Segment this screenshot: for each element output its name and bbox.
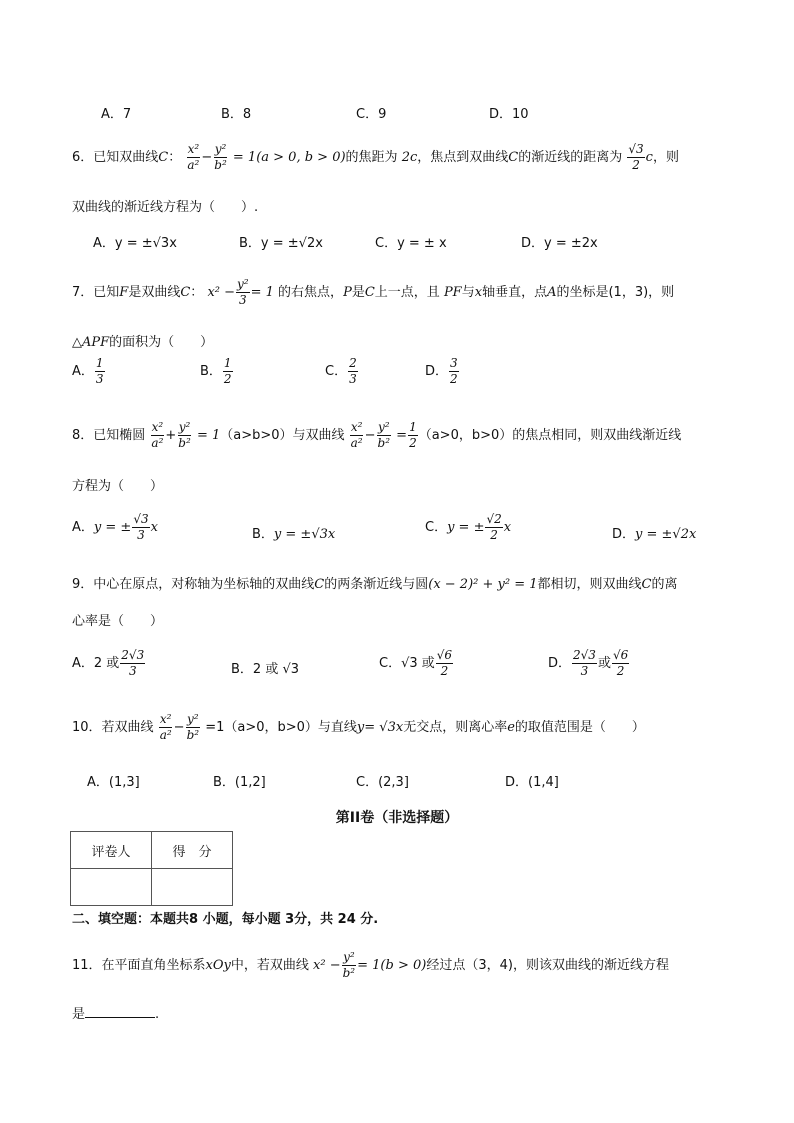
score-table-cell-grader xyxy=(71,869,152,906)
q5-option-b: B．8 xyxy=(221,107,252,122)
q7-option-d: D． $\frac{3}{2}$ xyxy=(425,356,458,386)
q8-option-b: B．y = ±√3x xyxy=(252,527,336,542)
part2-heading: 二、填空题：本题共8 小题，每小题 3分，共 24 分. xyxy=(72,912,379,927)
q9-stem: 9．中心在原点，对称轴为坐标轴的双曲线C的两条渐近线与圆(x − 2)² + y² = 1都相切，则双曲线C的离 xyxy=(72,577,678,592)
q6-stem: 6．已知双曲线C： $\frac{\text{x²}}{\text{a²}}$ − $\frac{\text{y²}}{\text{b²}}$ = 1(a > 0, b > 0)的焦距为 2c，焦点到双曲线C的渐近线的距离为 $\frac{√3}{2}$ c，则 xyxy=(72,142,679,172)
q10-stem: 10．若双曲线 $\frac{\text{x²}}{\text{a²}}$ − $\frac{\text{y²}}{\text{b²}}$ =1（a>0，b>0）与直线y= √3x无交点，则离心率e的取值范围是（ ） xyxy=(72,712,645,742)
score-table-cell-score xyxy=(152,869,233,906)
q7-option-a: A． $\frac{1}{3}$ xyxy=(72,356,104,386)
score-table-header-score: 得 分 xyxy=(152,832,233,869)
q9-option-c: C．√3 或 $\frac{√6}{2}$ xyxy=(379,648,453,678)
q10-option-b: B．(1,2] xyxy=(213,775,266,790)
q8-option-c: C．y = ± $\frac{√2}{2}$ x xyxy=(425,512,512,542)
q11-stem-line2: 是 . xyxy=(72,1007,160,1022)
q10-option-a: A．(1,3] xyxy=(87,775,140,790)
q6-option-c: C．y = ± x xyxy=(375,236,447,251)
q6-option-d: D．y = ±2x xyxy=(521,236,598,251)
q6-stem-line2: 双曲线的渐近线方程为（ ）. xyxy=(72,200,259,215)
q5-option-d: D．10 xyxy=(489,107,529,122)
q10-option-c: C．(2,3] xyxy=(356,775,409,790)
q7-option-c: C． $\frac{2}{3}$ xyxy=(325,356,357,386)
q5-option-a: A．7 xyxy=(101,107,132,122)
q5-option-c: C．9 xyxy=(356,107,387,122)
q7-stem-line2: △APF的面积为（ ） xyxy=(72,335,214,350)
q7-stem: 7．已知F是双曲线C： x² − $\frac{\text{y²}}{3}$ = 1 的右焦点，P是C上一点，且 PF与x轴垂直，点A的坐标是(1，3)，则 xyxy=(72,277,675,307)
q7-option-b: B． $\frac{1}{2}$ xyxy=(200,356,232,386)
q6-option-b: B．y = ±√2x xyxy=(239,236,323,251)
q9-stem-line2: 心率是（ ） xyxy=(72,614,164,629)
q9-option-d: D． $\frac{2√3}{3}$ 或 $\frac{√6}{2}$ xyxy=(548,648,629,678)
q9-option-b: B．2 或 √3 xyxy=(231,662,300,677)
q6-option-a: A．y = ±√3x xyxy=(93,236,177,251)
q8-option-d: D．y = ±√2x xyxy=(612,527,697,542)
q9-option-a: A．2 或 $\frac{2√3}{3}$ xyxy=(72,648,145,678)
q8-option-a: A．y = ± $\frac{√3}{3}$ x xyxy=(72,512,158,542)
score-table-header-grader: 评卷人 xyxy=(71,832,152,869)
q8-stem-line2: 方程为（ ） xyxy=(72,479,164,494)
q11-stem: 11．在平面直角坐标系xOy中，若双曲线 x² − $\frac{\text{y²}}{\text{b²}}$ = 1(b > 0)经过点（3，4)，则该双曲线的渐近线方程 xyxy=(72,950,669,980)
section-title: 第II卷（非选择题） xyxy=(335,810,459,826)
q11-answer-blank[interactable] xyxy=(85,1005,155,1018)
score-table xyxy=(70,831,233,906)
q8-stem: 8．已知椭圆 $\frac{\text{x²}}{\text{a²}}$ + $\frac{\text{y²}}{\text{b²}}$ = 1（a>b>0）与双曲线 $\frac{\text{x²}}{\text{a²}}$ − $\frac{\text{y²}}{\text{b²}}$ = $\frac{1}{2}$ （a>0，b>0）的焦点相同，则双曲线渐近线 xyxy=(72,420,682,450)
q10-option-d: D．(1,4] xyxy=(505,775,559,790)
